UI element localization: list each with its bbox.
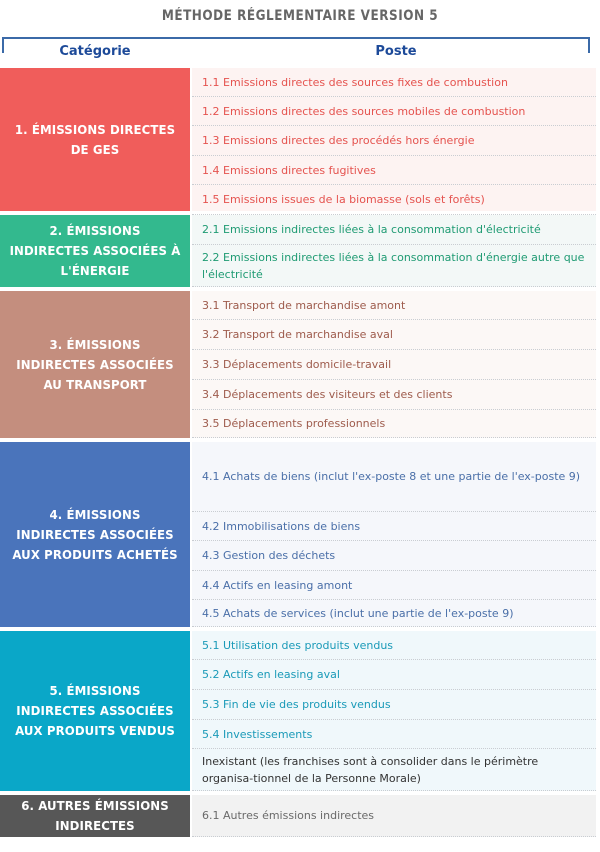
posts-panel bbox=[192, 442, 596, 627]
post-row bbox=[192, 631, 596, 660]
post-label: 4.2 Immobilisations de biens bbox=[202, 519, 361, 533]
post-label: 1.2 Emissions directes des sources mobiles de combustion bbox=[202, 104, 526, 118]
post-row bbox=[192, 512, 596, 541]
post-row bbox=[192, 350, 596, 380]
post-row bbox=[192, 720, 596, 749]
category-cell bbox=[0, 631, 190, 791]
post-row bbox=[192, 380, 596, 410]
post-label: 3.4 Déplacements des visiteurs et des clients bbox=[202, 388, 453, 401]
post-row bbox=[192, 749, 596, 791]
post-row bbox=[192, 126, 596, 156]
post-row bbox=[192, 320, 596, 350]
column-header-post: Poste bbox=[375, 44, 417, 59]
post-label: 1.1 Emissions directes des sources fixes de combustion bbox=[202, 75, 508, 89]
post-row bbox=[192, 68, 596, 97]
category-label: 3. ÉMISSIONS INDIRECTES ASSOCIÉES AU TRANSPORT bbox=[16, 336, 174, 392]
post-row bbox=[192, 245, 596, 287]
category-section bbox=[0, 291, 596, 438]
category-cell bbox=[0, 795, 190, 837]
post-row bbox=[192, 442, 596, 512]
posts-panel bbox=[192, 631, 596, 791]
post-label: 2.1 Emissions indirectes liées à la consommation d'électricité bbox=[202, 223, 541, 236]
category-label: 1. ÉMISSIONS DIRECTES DE GES bbox=[14, 121, 176, 157]
post-row bbox=[192, 690, 596, 720]
posts-panel bbox=[192, 795, 596, 837]
category-label: 6. AUTRES ÉMISSIONS INDIRECTES bbox=[21, 798, 169, 833]
category-section bbox=[0, 442, 596, 627]
post-row bbox=[192, 156, 596, 185]
category-cell bbox=[0, 68, 190, 211]
posts-panel bbox=[192, 68, 596, 211]
posts-panel bbox=[192, 291, 596, 438]
post-row bbox=[192, 660, 596, 690]
post-label: 5.3 Fin de vie des produits vendus bbox=[202, 698, 391, 711]
category-label: 4. ÉMISSIONS INDIRECTES ASSOCIÉES AUX PRODUITS ACHETÉS bbox=[12, 506, 178, 562]
post-label: 3.3 Déplacements domicile-travail bbox=[202, 358, 392, 371]
post-label: 1.3 Emissions directes des procédés hors énergie bbox=[202, 134, 475, 147]
category-cell bbox=[0, 215, 190, 287]
post-row bbox=[192, 600, 596, 627]
post-row bbox=[192, 291, 596, 320]
post-label: 5.1 Utilisation des produits vendus bbox=[202, 638, 394, 652]
post-row bbox=[192, 410, 596, 438]
post-row bbox=[192, 97, 596, 126]
page-title: MÉTHODE RÉGLEMENTAIRE VERSION 5 bbox=[161, 8, 439, 24]
post-row bbox=[192, 541, 596, 571]
post-label: 1.5 Emissions issues de la biomasse (sols et forêts) bbox=[202, 193, 485, 206]
post-label: 3.1 Transport de marchandise amont bbox=[202, 298, 406, 312]
category-section bbox=[0, 631, 596, 791]
category-label: 5. ÉMISSIONS INDIRECTES ASSOCIÉES AUX PRODUITS VENDUS bbox=[15, 683, 175, 738]
post-label: 5.4 Investissements bbox=[202, 727, 313, 741]
post-row bbox=[192, 185, 596, 215]
post-label: 3.5 Déplacements professionnels bbox=[202, 417, 386, 430]
post-label: 2.2 Emissions indirectes liées à la consommation d'énergie autre que l'électricité bbox=[202, 250, 585, 281]
post-row bbox=[192, 795, 596, 837]
post-label: 4.3 Gestion des déchets bbox=[202, 549, 336, 562]
column-header-category: Catégorie bbox=[59, 44, 131, 59]
post-row bbox=[192, 571, 596, 600]
category-section bbox=[0, 215, 596, 287]
category-cell bbox=[0, 291, 190, 438]
post-label: 1.4 Emissions directes fugitives bbox=[202, 163, 376, 177]
post-label: 6.1 Autres émissions indirectes bbox=[202, 809, 375, 822]
post-label: 4.1 Achats de biens (inclut l'ex-poste 8 et une partie de l'ex-poste 9) bbox=[202, 470, 581, 483]
category-label: 2. ÉMISSIONS INDIRECTES ASSOCIÉES À L'ÉNERGIE bbox=[9, 223, 181, 278]
post-label: 4.4 Actifs en leasing amont bbox=[202, 578, 353, 592]
posts-panel bbox=[192, 215, 596, 287]
post-label: Inexistant (les franchises sont à consolider dans le périmètre organisa-tionnel de la Personne Morale) bbox=[202, 754, 539, 785]
post-label: 4.5 Achats de services (inclut une partie de l'ex-poste 9) bbox=[202, 606, 514, 620]
category-section bbox=[0, 68, 596, 211]
post-row bbox=[192, 215, 596, 245]
post-label: 5.2 Actifs en leasing aval bbox=[202, 668, 340, 681]
category-section bbox=[0, 795, 596, 837]
post-label: 3.2 Transport de marchandise aval bbox=[202, 328, 393, 341]
category-cell bbox=[0, 442, 190, 627]
